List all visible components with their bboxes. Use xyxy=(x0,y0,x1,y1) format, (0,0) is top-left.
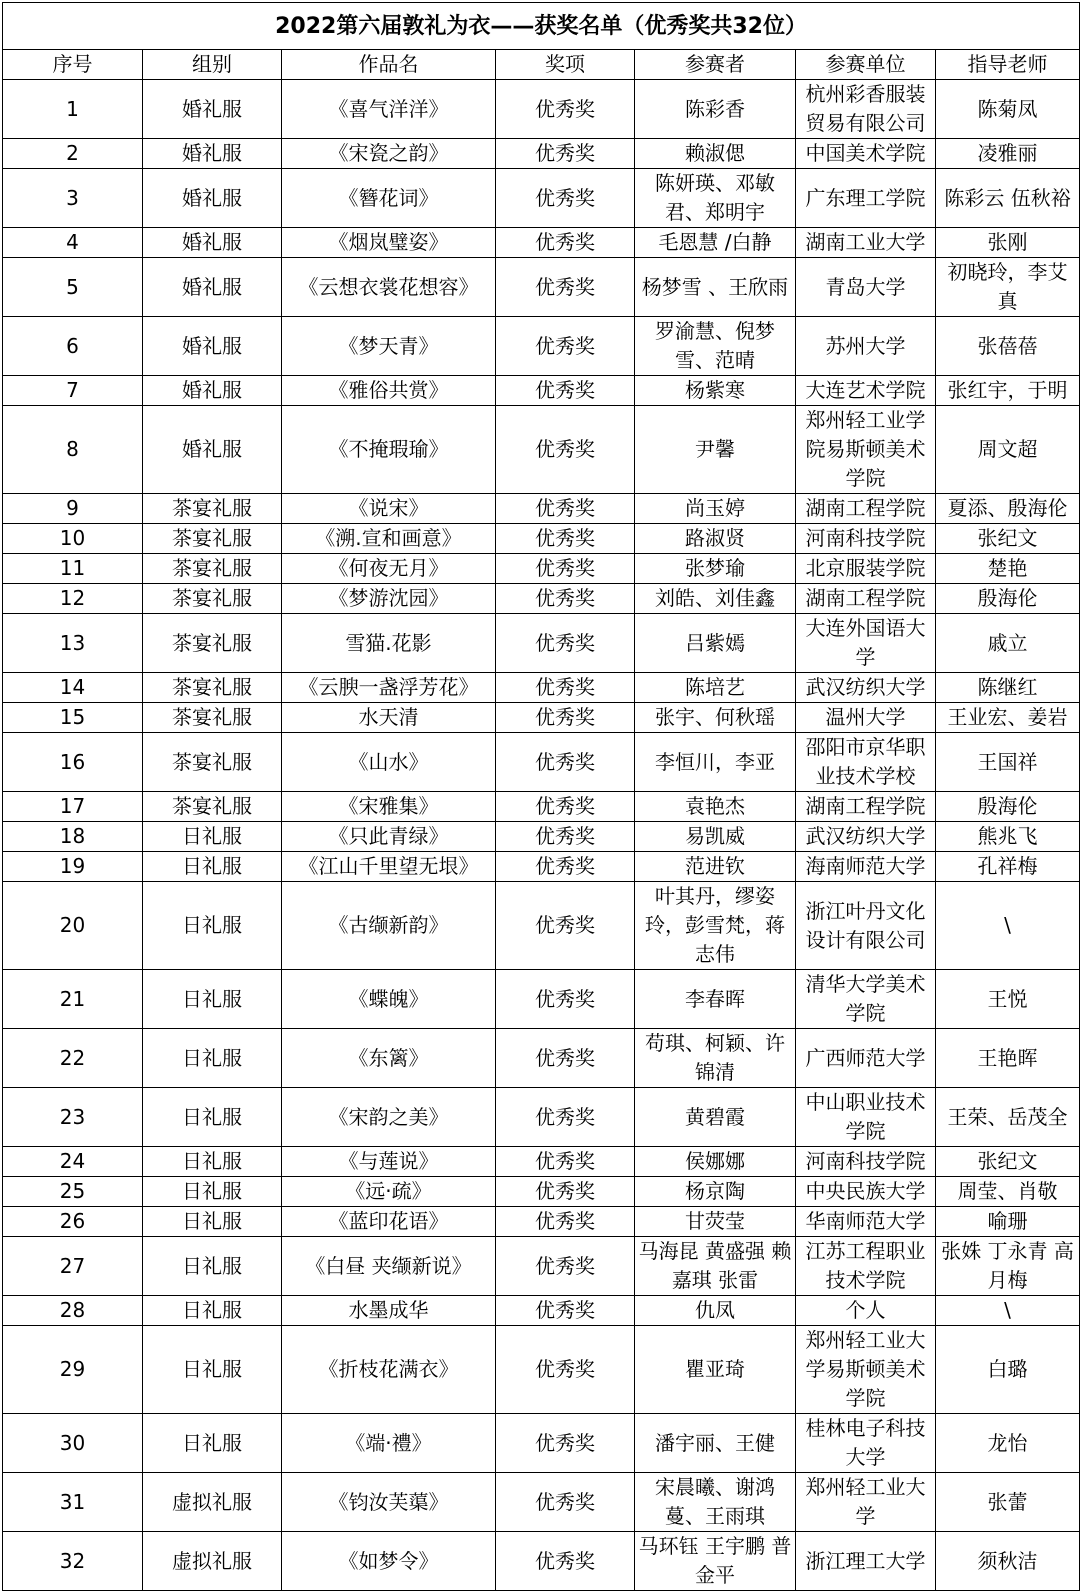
cell-mentor: 陈菊凤 xyxy=(936,80,1080,139)
cell-no: 24 xyxy=(3,1147,143,1177)
cell-no: 1 xyxy=(3,80,143,139)
cell-no: 23 xyxy=(3,1088,143,1147)
cell-entrant: 陈彩香 xyxy=(635,80,796,139)
cell-award: 优秀奖 xyxy=(496,1532,635,1591)
cell-unit: 温州大学 xyxy=(796,703,936,733)
cell-unit: 湖南工程学院 xyxy=(796,584,936,614)
cell-mentor: 王艳晖 xyxy=(936,1029,1080,1088)
cell-work: 《山水》 xyxy=(282,733,496,792)
table-row xyxy=(3,673,1080,703)
cell-award: 优秀奖 xyxy=(496,554,635,584)
cell-work: 《说宋》 xyxy=(282,494,496,524)
cell-entrant: 叶其丹，缪姿玲，彭雪梵，蒋志伟 xyxy=(635,882,796,970)
cell-entrant: 范进钦 xyxy=(635,852,796,882)
cell-entrant: 潘宇丽、王健 xyxy=(635,1414,796,1473)
cell-group: 日礼服 xyxy=(143,1088,282,1147)
cell-unit: 武汉纺织大学 xyxy=(796,822,936,852)
cell-award: 优秀奖 xyxy=(496,80,635,139)
cell-entrant: 毛恩慧 /白静 xyxy=(635,228,796,258)
cell-entrant: 宋晨曦、谢鸿蔓、王雨琪 xyxy=(635,1473,796,1532)
cell-entrant: 黄碧霞 xyxy=(635,1088,796,1147)
cell-no: 32 xyxy=(3,1532,143,1591)
cell-group: 日礼服 xyxy=(143,1207,282,1237)
cell-group: 婚礼服 xyxy=(143,317,282,376)
cell-mentor: 孔祥梅 xyxy=(936,852,1080,882)
cell-group: 茶宴礼服 xyxy=(143,524,282,554)
table-row xyxy=(3,1088,1080,1147)
cell-award: 优秀奖 xyxy=(496,673,635,703)
table-row xyxy=(3,614,1080,673)
cell-unit: 清华大学美术学院 xyxy=(796,970,936,1029)
cell-group: 日礼服 xyxy=(143,1237,282,1296)
cell-entrant: 陈妍瑛、邓敏君、郑明宇 xyxy=(635,169,796,228)
cell-group: 茶宴礼服 xyxy=(143,584,282,614)
cell-unit: 中国美术学院 xyxy=(796,139,936,169)
cell-work: 《云想衣裳花想容》 xyxy=(282,258,496,317)
cell-mentor: 张红宇，于明 xyxy=(936,376,1080,406)
cell-work: 水墨成华 xyxy=(282,1296,496,1326)
cell-unit: 武汉纺织大学 xyxy=(796,673,936,703)
table-row xyxy=(3,80,1080,139)
cell-award: 优秀奖 xyxy=(496,970,635,1029)
cell-award: 优秀奖 xyxy=(496,376,635,406)
cell-work: 《如梦令》 xyxy=(282,1532,496,1591)
table-row xyxy=(3,1177,1080,1207)
cell-award: 优秀奖 xyxy=(496,614,635,673)
cell-entrant: 吕紫嫣 xyxy=(635,614,796,673)
cell-no: 6 xyxy=(3,317,143,376)
cell-mentor: 周莹、肖敬 xyxy=(936,1177,1080,1207)
cell-no: 2 xyxy=(3,139,143,169)
cell-mentor: \ xyxy=(936,882,1080,970)
cell-group: 茶宴礼服 xyxy=(143,494,282,524)
cell-award: 优秀奖 xyxy=(496,1177,635,1207)
cell-entrant: 赖淑偲 xyxy=(635,139,796,169)
cell-unit: 广东理工学院 xyxy=(796,169,936,228)
cell-award: 优秀奖 xyxy=(496,1088,635,1147)
table-row xyxy=(3,139,1080,169)
cell-award: 优秀奖 xyxy=(496,1296,635,1326)
cell-work: 《梦天青》 xyxy=(282,317,496,376)
cell-group: 日礼服 xyxy=(143,1326,282,1414)
cell-mentor: 白璐 xyxy=(936,1326,1080,1414)
table-row xyxy=(3,494,1080,524)
cell-entrant: 马海昆 黄盛强 赖嘉琪 张雷 xyxy=(635,1237,796,1296)
cell-award: 优秀奖 xyxy=(496,1207,635,1237)
cell-work: 《烟岚璧姿》 xyxy=(282,228,496,258)
cell-work: 《宋瓷之韵》 xyxy=(282,139,496,169)
table-row xyxy=(3,1326,1080,1414)
cell-award: 优秀奖 xyxy=(496,494,635,524)
cell-unit: 个人 xyxy=(796,1296,936,1326)
cell-no: 13 xyxy=(3,614,143,673)
cell-work: 《古缬新韵》 xyxy=(282,882,496,970)
cell-group: 茶宴礼服 xyxy=(143,614,282,673)
cell-group: 日礼服 xyxy=(143,1296,282,1326)
cell-no: 7 xyxy=(3,376,143,406)
cell-no: 11 xyxy=(3,554,143,584)
cell-unit: 北京服装学院 xyxy=(796,554,936,584)
cell-no: 8 xyxy=(3,406,143,494)
cell-no: 5 xyxy=(3,258,143,317)
cell-group: 茶宴礼服 xyxy=(143,554,282,584)
cell-no: 31 xyxy=(3,1473,143,1532)
cell-mentor: 张刚 xyxy=(936,228,1080,258)
cell-unit: 海南师范大学 xyxy=(796,852,936,882)
cell-entrant: 侯娜娜 xyxy=(635,1147,796,1177)
cell-group: 茶宴礼服 xyxy=(143,733,282,792)
cell-award: 优秀奖 xyxy=(496,1147,635,1177)
table-row xyxy=(3,1147,1080,1177)
cell-no: 12 xyxy=(3,584,143,614)
cell-mentor: 张蕾 xyxy=(936,1473,1080,1532)
cell-group: 婚礼服 xyxy=(143,376,282,406)
cell-entrant: 罗渝慧、倪梦雪、范晴 xyxy=(635,317,796,376)
header-group: 组别 xyxy=(143,50,282,80)
cell-no: 25 xyxy=(3,1177,143,1207)
cell-work: 《钧汝芙蕖》 xyxy=(282,1473,496,1532)
cell-award: 优秀奖 xyxy=(496,882,635,970)
cell-unit: 郑州轻工业大学 xyxy=(796,1473,936,1532)
cell-group: 婚礼服 xyxy=(143,406,282,494)
cell-no: 27 xyxy=(3,1237,143,1296)
cell-mentor: 周文超 xyxy=(936,406,1080,494)
cell-work: 《簪花词》 xyxy=(282,169,496,228)
table-row xyxy=(3,317,1080,376)
header-row xyxy=(3,50,1080,80)
cell-award: 优秀奖 xyxy=(496,317,635,376)
cell-mentor: 张纪文 xyxy=(936,1147,1080,1177)
cell-no: 17 xyxy=(3,792,143,822)
cell-entrant: 尹馨 xyxy=(635,406,796,494)
cell-award: 优秀奖 xyxy=(496,169,635,228)
cell-unit: 大连艺术学院 xyxy=(796,376,936,406)
cell-mentor: 楚艳 xyxy=(936,554,1080,584)
cell-unit: 湖南工业大学 xyxy=(796,228,936,258)
table-row xyxy=(3,1029,1080,1088)
cell-award: 优秀奖 xyxy=(496,524,635,554)
cell-work: 雪猫.花影 xyxy=(282,614,496,673)
cell-no: 14 xyxy=(3,673,143,703)
cell-group: 日礼服 xyxy=(143,852,282,882)
cell-award: 优秀奖 xyxy=(496,1029,635,1088)
cell-work: 《梦游沈园》 xyxy=(282,584,496,614)
cell-work: 《远·疏》 xyxy=(282,1177,496,1207)
cell-work: 《雅俗共赏》 xyxy=(282,376,496,406)
cell-mentor: 须秋洁 xyxy=(936,1532,1080,1591)
header-unit: 参赛单位 xyxy=(796,50,936,80)
cell-work: 《折枝花满衣》 xyxy=(282,1326,496,1414)
cell-award: 优秀奖 xyxy=(496,258,635,317)
cell-unit: 江苏工程职业技术学院 xyxy=(796,1237,936,1296)
cell-work: 《端·禮》 xyxy=(282,1414,496,1473)
table-row xyxy=(3,970,1080,1029)
cell-entrant: 杨京陶 xyxy=(635,1177,796,1207)
table-row xyxy=(3,554,1080,584)
cell-work: 《宋雅集》 xyxy=(282,792,496,822)
cell-work: 《溯.宣和画意》 xyxy=(282,524,496,554)
cell-work: 《江山千里望无垠》 xyxy=(282,852,496,882)
cell-unit: 苏州大学 xyxy=(796,317,936,376)
table-row xyxy=(3,703,1080,733)
cell-group: 虚拟礼服 xyxy=(143,1473,282,1532)
cell-entrant: 马环钰 王宇鹏 普金平 xyxy=(635,1532,796,1591)
cell-award: 优秀奖 xyxy=(496,1326,635,1414)
cell-mentor: 殷海伦 xyxy=(936,792,1080,822)
cell-award: 优秀奖 xyxy=(496,1414,635,1473)
cell-entrant: 杨紫寒 xyxy=(635,376,796,406)
cell-group: 婚礼服 xyxy=(143,228,282,258)
cell-unit: 河南科技学院 xyxy=(796,1147,936,1177)
table-row xyxy=(3,169,1080,228)
cell-work: 《云腴一盏浮芳花》 xyxy=(282,673,496,703)
cell-no: 18 xyxy=(3,822,143,852)
awards-table xyxy=(2,2,1080,1591)
cell-unit: 桂林电子科技大学 xyxy=(796,1414,936,1473)
cell-group: 日礼服 xyxy=(143,822,282,852)
cell-group: 日礼服 xyxy=(143,882,282,970)
cell-no: 15 xyxy=(3,703,143,733)
cell-unit: 华南师范大学 xyxy=(796,1207,936,1237)
cell-unit: 广西师范大学 xyxy=(796,1029,936,1088)
cell-work: 《蝶魄》 xyxy=(282,970,496,1029)
cell-unit: 浙江理工大学 xyxy=(796,1532,936,1591)
cell-mentor: 殷海伦 xyxy=(936,584,1080,614)
cell-group: 茶宴礼服 xyxy=(143,703,282,733)
cell-work: 《东篱》 xyxy=(282,1029,496,1088)
cell-unit: 郑州轻工业学院易斯顿美术学院 xyxy=(796,406,936,494)
cell-entrant: 刘皓、刘佳鑫 xyxy=(635,584,796,614)
table-row xyxy=(3,852,1080,882)
cell-award: 优秀奖 xyxy=(496,139,635,169)
cell-entrant: 袁艳杰 xyxy=(635,792,796,822)
cell-no: 20 xyxy=(3,882,143,970)
table-row xyxy=(3,1207,1080,1237)
cell-no: 28 xyxy=(3,1296,143,1326)
cell-award: 优秀奖 xyxy=(496,733,635,792)
cell-entrant: 陈培艺 xyxy=(635,673,796,703)
cell-no: 21 xyxy=(3,970,143,1029)
cell-group: 婚礼服 xyxy=(143,169,282,228)
cell-group: 茶宴礼服 xyxy=(143,673,282,703)
table-row xyxy=(3,524,1080,554)
cell-group: 日礼服 xyxy=(143,1147,282,1177)
cell-group: 日礼服 xyxy=(143,1414,282,1473)
cell-group: 茶宴礼服 xyxy=(143,792,282,822)
cell-mentor: 王国祥 xyxy=(936,733,1080,792)
cell-award: 优秀奖 xyxy=(496,228,635,258)
cell-no: 9 xyxy=(3,494,143,524)
cell-entrant: 杨梦雪 、王欣雨 xyxy=(635,258,796,317)
table-row xyxy=(3,258,1080,317)
cell-mentor: 张姝 丁永青 高月梅 xyxy=(936,1237,1080,1296)
cell-no: 19 xyxy=(3,852,143,882)
cell-entrant: 路淑贤 xyxy=(635,524,796,554)
table-row xyxy=(3,406,1080,494)
table-row xyxy=(3,792,1080,822)
cell-entrant: 张梦瑜 xyxy=(635,554,796,584)
cell-entrant: 李恒川，李亚 xyxy=(635,733,796,792)
cell-group: 婚礼服 xyxy=(143,80,282,139)
table-row xyxy=(3,1296,1080,1326)
cell-award: 优秀奖 xyxy=(496,703,635,733)
cell-group: 日礼服 xyxy=(143,1029,282,1088)
table-row xyxy=(3,1237,1080,1296)
cell-entrant: 甘荧莹 xyxy=(635,1207,796,1237)
cell-unit: 郑州轻工业大学易斯顿美术学院 xyxy=(796,1326,936,1414)
header-work: 作品名 xyxy=(282,50,496,80)
cell-entrant: 苟琪、柯颖、许锦清 xyxy=(635,1029,796,1088)
cell-unit: 邵阳市京华职业技术学校 xyxy=(796,733,936,792)
cell-entrant: 尚玉婷 xyxy=(635,494,796,524)
cell-no: 16 xyxy=(3,733,143,792)
cell-no: 10 xyxy=(3,524,143,554)
cell-mentor: 夏添、殷海伦 xyxy=(936,494,1080,524)
table-row xyxy=(3,822,1080,852)
cell-group: 日礼服 xyxy=(143,970,282,1029)
cell-group: 虚拟礼服 xyxy=(143,1532,282,1591)
table-row xyxy=(3,882,1080,970)
cell-unit: 中山职业技术学院 xyxy=(796,1088,936,1147)
table-title: 2022第六届敦礼为衣——获奖名单（优秀奖共32位） xyxy=(3,3,1080,50)
cell-entrant: 仇凤 xyxy=(635,1296,796,1326)
cell-work: 《不掩瑕瑜》 xyxy=(282,406,496,494)
cell-unit: 杭州彩香服装贸易有限公司 xyxy=(796,80,936,139)
cell-no: 26 xyxy=(3,1207,143,1237)
cell-mentor: 戚立 xyxy=(936,614,1080,673)
cell-work: 《白昼 夹缬新说》 xyxy=(282,1237,496,1296)
cell-mentor: 龙怡 xyxy=(936,1414,1080,1473)
cell-no: 4 xyxy=(3,228,143,258)
header-no: 序号 xyxy=(3,50,143,80)
table-row xyxy=(3,376,1080,406)
cell-unit: 湖南工程学院 xyxy=(796,792,936,822)
cell-unit: 河南科技学院 xyxy=(796,524,936,554)
table-row xyxy=(3,1414,1080,1473)
cell-award: 优秀奖 xyxy=(496,792,635,822)
cell-work: 《蓝印花语》 xyxy=(282,1207,496,1237)
cell-mentor: 陈继红 xyxy=(936,673,1080,703)
cell-mentor: 凌雅丽 xyxy=(936,139,1080,169)
cell-mentor: 熊兆飞 xyxy=(936,822,1080,852)
cell-award: 优秀奖 xyxy=(496,822,635,852)
header-entrant: 参赛者 xyxy=(635,50,796,80)
cell-unit: 中央民族大学 xyxy=(796,1177,936,1207)
cell-no: 22 xyxy=(3,1029,143,1088)
cell-entrant: 李春晖 xyxy=(635,970,796,1029)
cell-group: 婚礼服 xyxy=(143,139,282,169)
cell-work: 水天清 xyxy=(282,703,496,733)
cell-award: 优秀奖 xyxy=(496,852,635,882)
cell-unit: 浙江叶丹文化设计有限公司 xyxy=(796,882,936,970)
table-row xyxy=(3,1532,1080,1591)
cell-mentor: 王荣、岳茂全 xyxy=(936,1088,1080,1147)
cell-mentor: 王业宏、姜岩 xyxy=(936,703,1080,733)
cell-unit: 青岛大学 xyxy=(796,258,936,317)
cell-award: 优秀奖 xyxy=(496,584,635,614)
cell-mentor: 张蓓蓓 xyxy=(936,317,1080,376)
table-row xyxy=(3,733,1080,792)
cell-group: 日礼服 xyxy=(143,1177,282,1207)
table-row xyxy=(3,1473,1080,1532)
cell-mentor: 初晓玲，李艾真 xyxy=(936,258,1080,317)
cell-entrant: 张宇、何秋瑶 xyxy=(635,703,796,733)
header-award: 奖项 xyxy=(496,50,635,80)
cell-work: 《何夜无月》 xyxy=(282,554,496,584)
table-row xyxy=(3,584,1080,614)
cell-mentor: 张纪文 xyxy=(936,524,1080,554)
cell-no: 30 xyxy=(3,1414,143,1473)
cell-award: 优秀奖 xyxy=(496,1473,635,1532)
cell-mentor: 王悦 xyxy=(936,970,1080,1029)
cell-group: 婚礼服 xyxy=(143,258,282,317)
cell-mentor: 陈彩云 伍秋裕 xyxy=(936,169,1080,228)
cell-award: 优秀奖 xyxy=(496,1237,635,1296)
cell-mentor: \ xyxy=(936,1296,1080,1326)
cell-work: 《宋韵之美》 xyxy=(282,1088,496,1147)
cell-unit: 大连外国语大学 xyxy=(796,614,936,673)
header-mentor: 指导老师 xyxy=(936,50,1080,80)
cell-work: 《只此青绿》 xyxy=(282,822,496,852)
table-row xyxy=(3,228,1080,258)
cell-no: 3 xyxy=(3,169,143,228)
cell-unit: 湖南工程学院 xyxy=(796,494,936,524)
cell-entrant: 瞿亚琦 xyxy=(635,1326,796,1414)
cell-work: 《喜气洋洋》 xyxy=(282,80,496,139)
cell-mentor: 喻珊 xyxy=(936,1207,1080,1237)
cell-entrant: 易凯威 xyxy=(635,822,796,852)
cell-award: 优秀奖 xyxy=(496,406,635,494)
cell-no: 29 xyxy=(3,1326,143,1414)
cell-work: 《与莲说》 xyxy=(282,1147,496,1177)
